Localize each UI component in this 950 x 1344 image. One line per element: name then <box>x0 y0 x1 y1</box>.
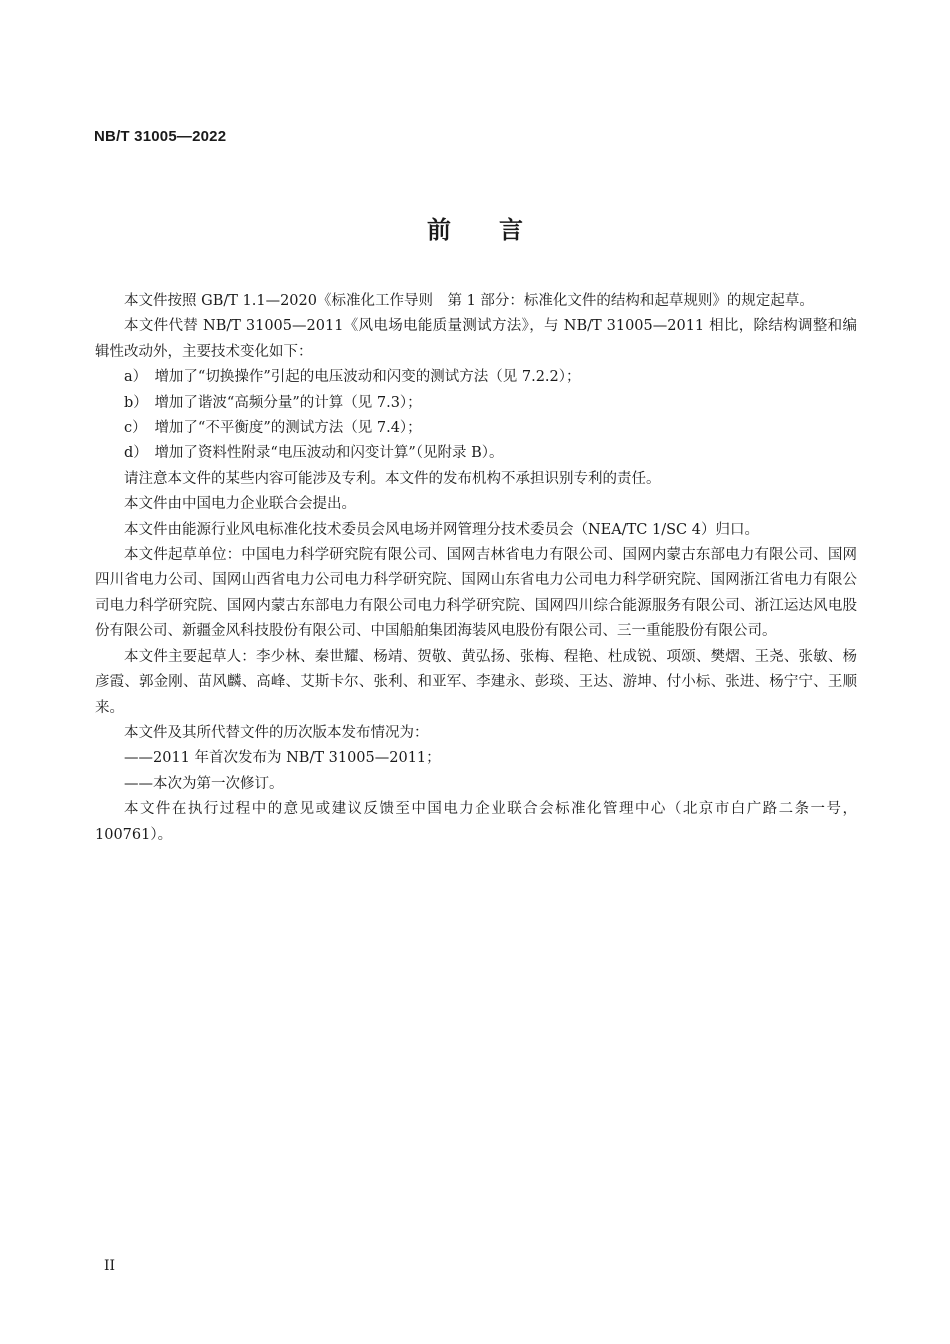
foreword-body <box>95 289 857 848</box>
paragraph-committee: 本文件由能源行业风电标准化技术委员会风电场并网管理分技术委员会（NEA/TC 1/SC 4）归口。 <box>124 521 759 538</box>
change-item-text: 增加了资料性附录“电压波动和闪变计算”（见附录 B）。 <box>154 445 504 462</box>
change-item-label: b） <box>124 394 148 411</box>
change-item <box>95 391 857 416</box>
change-item <box>95 441 857 466</box>
paragraph-drafters: 本文件主要起草人：李少林、秦世耀、杨靖、贺敬、黄弘扬、张梅、程艳、杜成锐、项颂、樊熠、王尧、张敏、杨彦霞、郭金刚、苗风麟、高峰、艾斯卡尔、张利、和亚军、李建永、彭琰、王达、游坤、付小标、张进、杨宁宁、王顺来。 <box>95 648 857 716</box>
history-item: ——本次为第一次修订。 <box>124 775 284 792</box>
change-item-text: 增加了“切换操作”引起的电压波动和闪变的测试方法（见 7.2.2）； <box>154 369 581 386</box>
paragraph-history-intro: 本文件及其所代替文件的历次版本发布情况为： <box>124 724 429 741</box>
change-item-label: a） <box>124 369 148 386</box>
change-item <box>95 365 857 390</box>
paragraph-drafting-units: 本文件起草单位：中国电力科学研究院有限公司、国网吉林省电力有限公司、国网内蒙古东部电力有限公司、国网四川省电力公司、国网山西省电力公司电力科学研究院、国网山东省电力公司电力科学研究院、国网浙江省电力有限公司电力科学研究院、国网内蒙古东部电力有限公司电力科学研究院、国网四川综合能源服务有限公司、浙江运达风电股份有限公司、新疆金风科技股份有限公司、中国船舶集团海装风电股份有限公司、三一重能股份有限公司。 <box>95 547 857 640</box>
paragraph-proposer: 本文件由中国电力企业联合会提出。 <box>124 496 356 513</box>
change-item-text: 增加了谐波“高频分量”的计算（见 7.3）； <box>154 394 422 411</box>
change-item-label: d） <box>124 445 148 462</box>
page-title: 前言 <box>427 216 571 244</box>
document-code: NB/T 31005—2022 <box>94 128 227 145</box>
page-number: II <box>104 1258 116 1274</box>
paragraph-patent-notice: 请注意本文件的某些内容可能涉及专利。本文件的发布机构不承担识别专利的责任。 <box>124 470 661 487</box>
change-item-label: c） <box>124 420 147 437</box>
history-item: ——2011 年首次发布为 NB/T 31005—2011； <box>124 750 441 767</box>
change-item <box>95 416 857 441</box>
change-item-text: 增加了“不平衡度”的测试方法（见 7.4）； <box>154 420 422 437</box>
paragraph-drafting-rules: 本文件按照 GB/T 1.1—2020《标准化工作导则 第 1 部分：标准化文件的结构和起草规则》的规定起草。 <box>124 293 814 309</box>
paragraph-feedback: 本文件在执行过程中的意见或建议反馈至中国电力企业联合会标准化管理中心（北京市白广路二条一号，100761）。 <box>95 801 857 843</box>
paragraph-replaces: 本文件代替 NB/T 31005—2011《风电场电能质量测试方法》，与 NB/T 31005—2011 相比，除结构调整和编辑性改动外，主要技术变化如下： <box>95 318 857 360</box>
